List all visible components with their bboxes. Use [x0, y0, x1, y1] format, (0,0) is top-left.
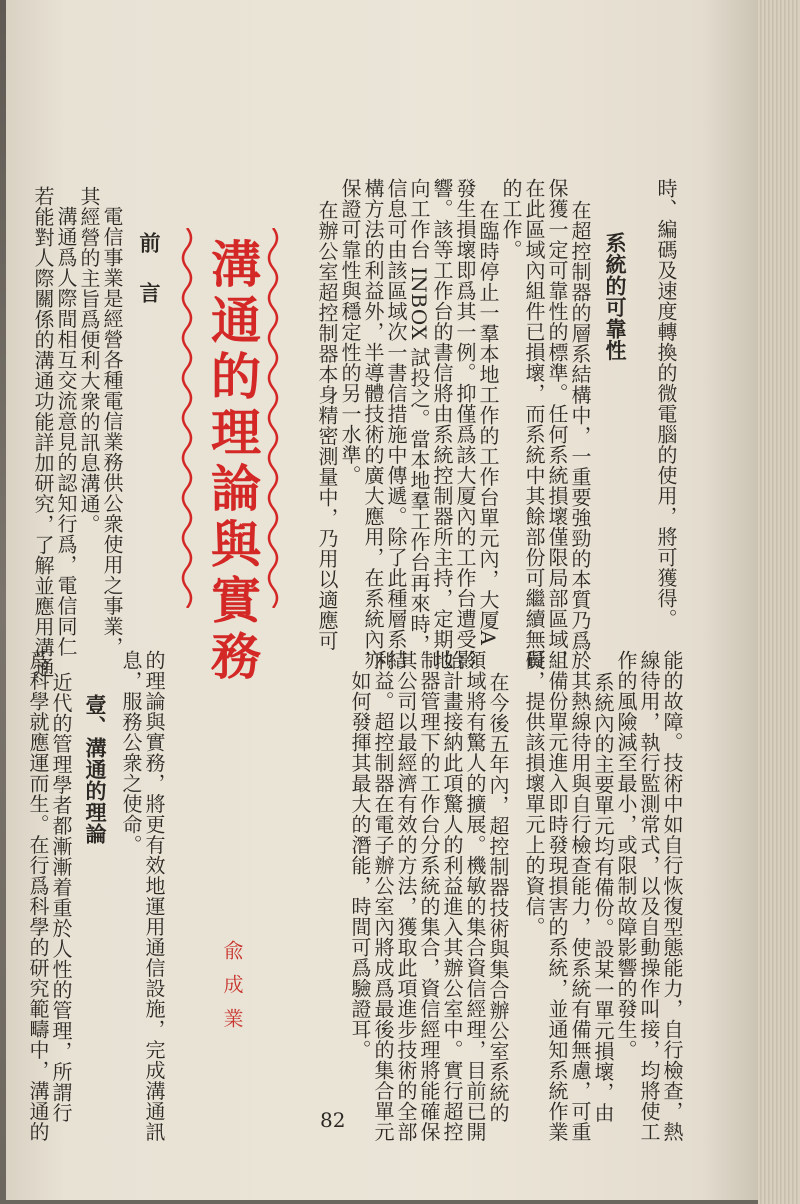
intro-text-column: 電信事業是經營各種電信業務供公衆使用之事業， [100, 206, 124, 657]
lower-text-column: 息，服務公衆之使命。 [119, 650, 143, 855]
page-stack-edges [758, 0, 800, 1204]
intro-text-column: 溝通爲人際間相互交流意見的認知行爲，電信同仁 [54, 206, 78, 657]
lower-text-column: 員，提供該損壞單元上的資信。 [522, 650, 546, 937]
lower-text-column: 作的風險減至最小，或限制故障影響的發生。 [614, 650, 638, 1060]
lower-text-column: 能的故障。技術中如自行恢復型態能力，自行檢查，熱 [660, 650, 684, 1142]
article-title: 溝通的理論與實務 [203, 238, 262, 686]
upper-text-column: 的工作。 [499, 178, 523, 260]
lower-text-column: 於其熱線待用與自行檢查能力，使系統有備無慮，可重 [568, 650, 592, 1142]
upper-text-column: 向工作台 INBOX 試投之。當本地羣工作台再來時， [407, 178, 431, 655]
title-border-right [264, 228, 282, 608]
section-heading-reliability: 系統的可靠性 [603, 232, 628, 361]
author-name: 兪成業 [220, 940, 244, 1042]
upper-text-column: 在辦公室超控制器本身精密測量中，乃用以適應可 [315, 200, 339, 651]
lower-text-column: ，如何發揮其最大的潛能，時間可爲驗證耳。 [348, 650, 372, 1060]
lower-text-column: 其公司以最經濟有效的方法，獲取此項進步技術的全部 [394, 650, 418, 1142]
lower-text-column: 領域將有驚人的擴展。機敏的集合資信經理，目前已開 [463, 650, 487, 1142]
chapter-heading-theory: 壹、溝通的理論 [83, 694, 108, 845]
lower-text-column: 始計畫接納此項驚人的利益進入其辦公室中。實行超控 [440, 650, 464, 1142]
upper-text-column: 發生損壞即爲其一例。抑僅爲該大厦內的工作台遭受影 [453, 178, 477, 670]
lower-text-column: 利益。超控制器在電子辦公室內將成爲最後的集合單元 [371, 650, 395, 1142]
upper-text-column: 信息可由該區域次一書信措施中傳遞。除了此種層系結 [384, 178, 408, 670]
upper-text-column: 時、編碼及速度轉換的微電腦的使用，將可獲得。 [654, 178, 678, 629]
lower-text-column: 線待用，執行監測常式，以及自動操作叫接，均將使工 [637, 650, 661, 1142]
section-heading-preface: 前 言 [137, 232, 162, 307]
upper-text-column: 在超控制器的層系結構中，一重要強勁的本質乃爲 [568, 200, 592, 651]
lower-text-column: 的理論與實務，將更有效地運用通信設施，完成溝通訊 [142, 650, 166, 1142]
lower-text-column: 組備份單元進入即時發現損害的系統，並通知系統作業 [545, 650, 569, 1142]
lower-text-column: 系統內的主要單元均有備份。設某一單元損壞，由 [591, 672, 615, 1123]
upper-text-column: 在臨時停止一羣本地工作的工作台單元內，大厦A [476, 200, 500, 646]
intro-text-column: 其經營的主旨爲便利大衆的訊息溝通。 [77, 186, 101, 535]
lower-text-column: 爲科學就應運而生。在行爲科學的研究範疇中，溝通的 [26, 650, 50, 1142]
title-border-left [178, 228, 196, 608]
lower-text-column: 制器管理下的工作台分系統的集合，資信經理將能確保 [417, 650, 441, 1142]
upper-text-column: 保獲一定可靠性的標準。任何系統損壞僅限局部區域， [545, 178, 569, 670]
upper-text-column: 保證可靠性與穩定性的另一水準。 [338, 178, 362, 486]
upper-text-column: 在此區域內組件已損壞，而系統中其餘部份可繼續無礙 [522, 178, 546, 670]
upper-text-column: 響。該等工作台的書信將由系統控制器所主持，定期地 [430, 178, 454, 670]
page-number: 82 [320, 1108, 346, 1132]
intro-text-column: 若能對人際關係的溝通功能詳加研究，了解並應用溝通 [31, 186, 55, 678]
lower-text-column: 在今後五年內，超控制器技術與集合辦公室系統的 [486, 672, 510, 1123]
lower-text-column: 近代的管理學者都漸漸着重於人性的管理，所謂行 [49, 672, 73, 1123]
upper-text-column: 構方法的利益外，半導體技術的廣大應用，在系統內亦 [361, 178, 385, 670]
